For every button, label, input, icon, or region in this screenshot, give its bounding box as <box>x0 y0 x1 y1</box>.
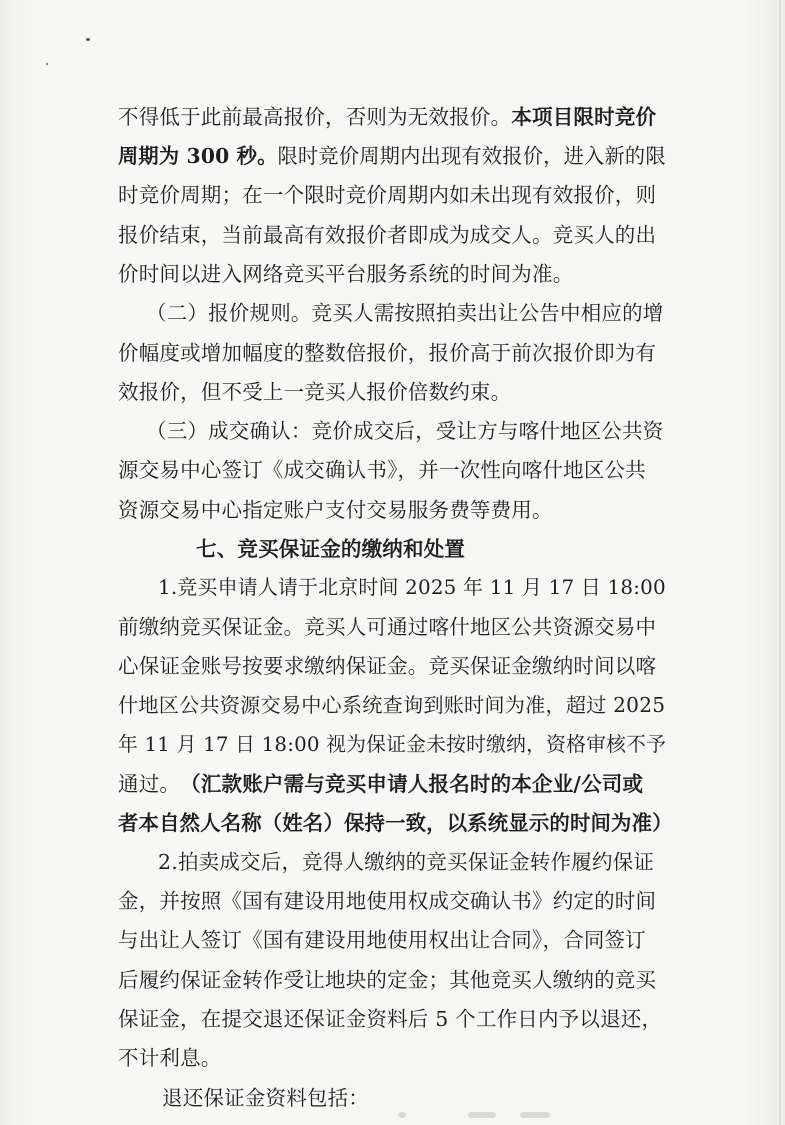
text-segment: 不得低于此前最高报价，否则为无效报价。 <box>118 105 512 129</box>
bold-text-segment: 者本自然人名称（姓名）保持一致，以系统显示的时间为准） <box>118 811 673 835</box>
text-line <box>118 377 511 407</box>
text-line <box>118 612 666 642</box>
text-segment: 限时竞价周期内出现有效报价，进入新的限 <box>277 144 666 168</box>
text-line <box>118 730 666 760</box>
text-line <box>158 573 666 603</box>
text-segment: 价时间以进入网络竞买平台服务系统的时间为准。 <box>118 262 574 286</box>
text-line <box>118 455 666 485</box>
text-line <box>162 1083 369 1113</box>
text-segment: 金，并按照《国有建设用地使用权成交确认书》约定的时间 <box>118 889 657 913</box>
text-segment: 年 11 月 17 日 18:00 视为保证金未按时缴纳，资格审核不予 <box>118 733 667 756</box>
bold-text-segment: 本项目限时竞价 <box>511 105 657 129</box>
text-segment: 资源交易中心指定账户支付交易服务费等费用。 <box>118 498 553 522</box>
text-line <box>118 886 666 916</box>
text-line <box>118 808 673 838</box>
text-segment: 通过。 <box>118 772 181 796</box>
text-segment: 2.拍卖成交后，竞得人缴纳的竞买保证金转作履约保证 <box>158 850 655 874</box>
text-line <box>118 965 666 995</box>
text-line <box>118 220 666 250</box>
text-line <box>118 769 666 799</box>
text-line <box>146 298 666 328</box>
bold-text-segment: （汇款账户需与竞买申请人报名时的本企业/公司或 <box>180 772 644 796</box>
scan-smudge <box>398 1112 406 1118</box>
text-line <box>196 534 465 564</box>
scan-speck <box>46 63 48 65</box>
text-segment: 保证金，在提交退还保证金资料后 5 个工作日内予以退还， <box>118 1007 663 1031</box>
text-segment: 后履约保证金转作受让地块的定金；其他竞买人缴纳的竞买 <box>118 968 657 992</box>
text-segment: 什地区公共资源交易中心系统查询到账时间为准，超过 2025 <box>118 693 666 717</box>
text-segment: 退还保证金资料包括： <box>162 1086 369 1110</box>
bold-text-segment: 七、竞买保证金的缴纳和处置 <box>196 537 466 561</box>
text-line <box>118 651 666 681</box>
text-segment: 前缴纳竞买保证金。竞买人可通过喀什地区公共资源交易中 <box>118 615 657 639</box>
page-edge-shadow <box>779 0 781 1125</box>
text-segment: （二）报价规则。竞买人需按照拍卖出让公告中相应的增 <box>146 301 664 325</box>
text-line <box>118 141 666 171</box>
text-segment: 价幅度或增加幅度的整数倍报价，报价高于前次报价即为有 <box>118 341 657 365</box>
scan-speck <box>86 38 90 41</box>
text-segment: （三）成交确认：竞价成交后，受让方与喀什地区公共资 <box>146 419 664 443</box>
scan-smudge <box>468 1112 496 1118</box>
text-line <box>118 690 666 720</box>
text-segment: 时竞价周期；在一个限时竞价周期内如未出现有效报价，则 <box>118 183 657 207</box>
text-segment: 1.竞买申请人请于北京时间 2025 年 11 月 17 日 18:00 <box>158 576 666 599</box>
text-segment: 心保证金账号按要求缴纳保证金。竞买保证金缴纳时间以喀 <box>118 654 657 678</box>
text-segment: 报价结束，当前最高有效报价者即成为成交人。竞买人的出 <box>118 223 657 247</box>
text-segment: 与出让人签订《国有建设用地使用权出让合同》，合同签订 <box>118 928 646 952</box>
text-segment: 源交易中心签订《成交确认书》，并一次性向喀什地区公共 <box>118 458 646 482</box>
text-line <box>118 102 666 132</box>
text-line <box>118 259 666 289</box>
text-line <box>118 180 666 210</box>
text-segment: 不计利息。 <box>118 1046 222 1070</box>
text-line <box>118 495 553 525</box>
text-line <box>118 338 666 368</box>
scan-smudge <box>520 1112 550 1118</box>
text-line <box>118 1004 666 1034</box>
bold-text-segment: 周期为 300 秒。 <box>118 144 278 168</box>
text-line <box>146 416 666 446</box>
text-line <box>118 1043 222 1073</box>
text-segment: 效报价，但不受上一竞买人报价倍数约束。 <box>118 380 512 404</box>
text-line <box>118 925 666 955</box>
text-line <box>158 847 666 877</box>
